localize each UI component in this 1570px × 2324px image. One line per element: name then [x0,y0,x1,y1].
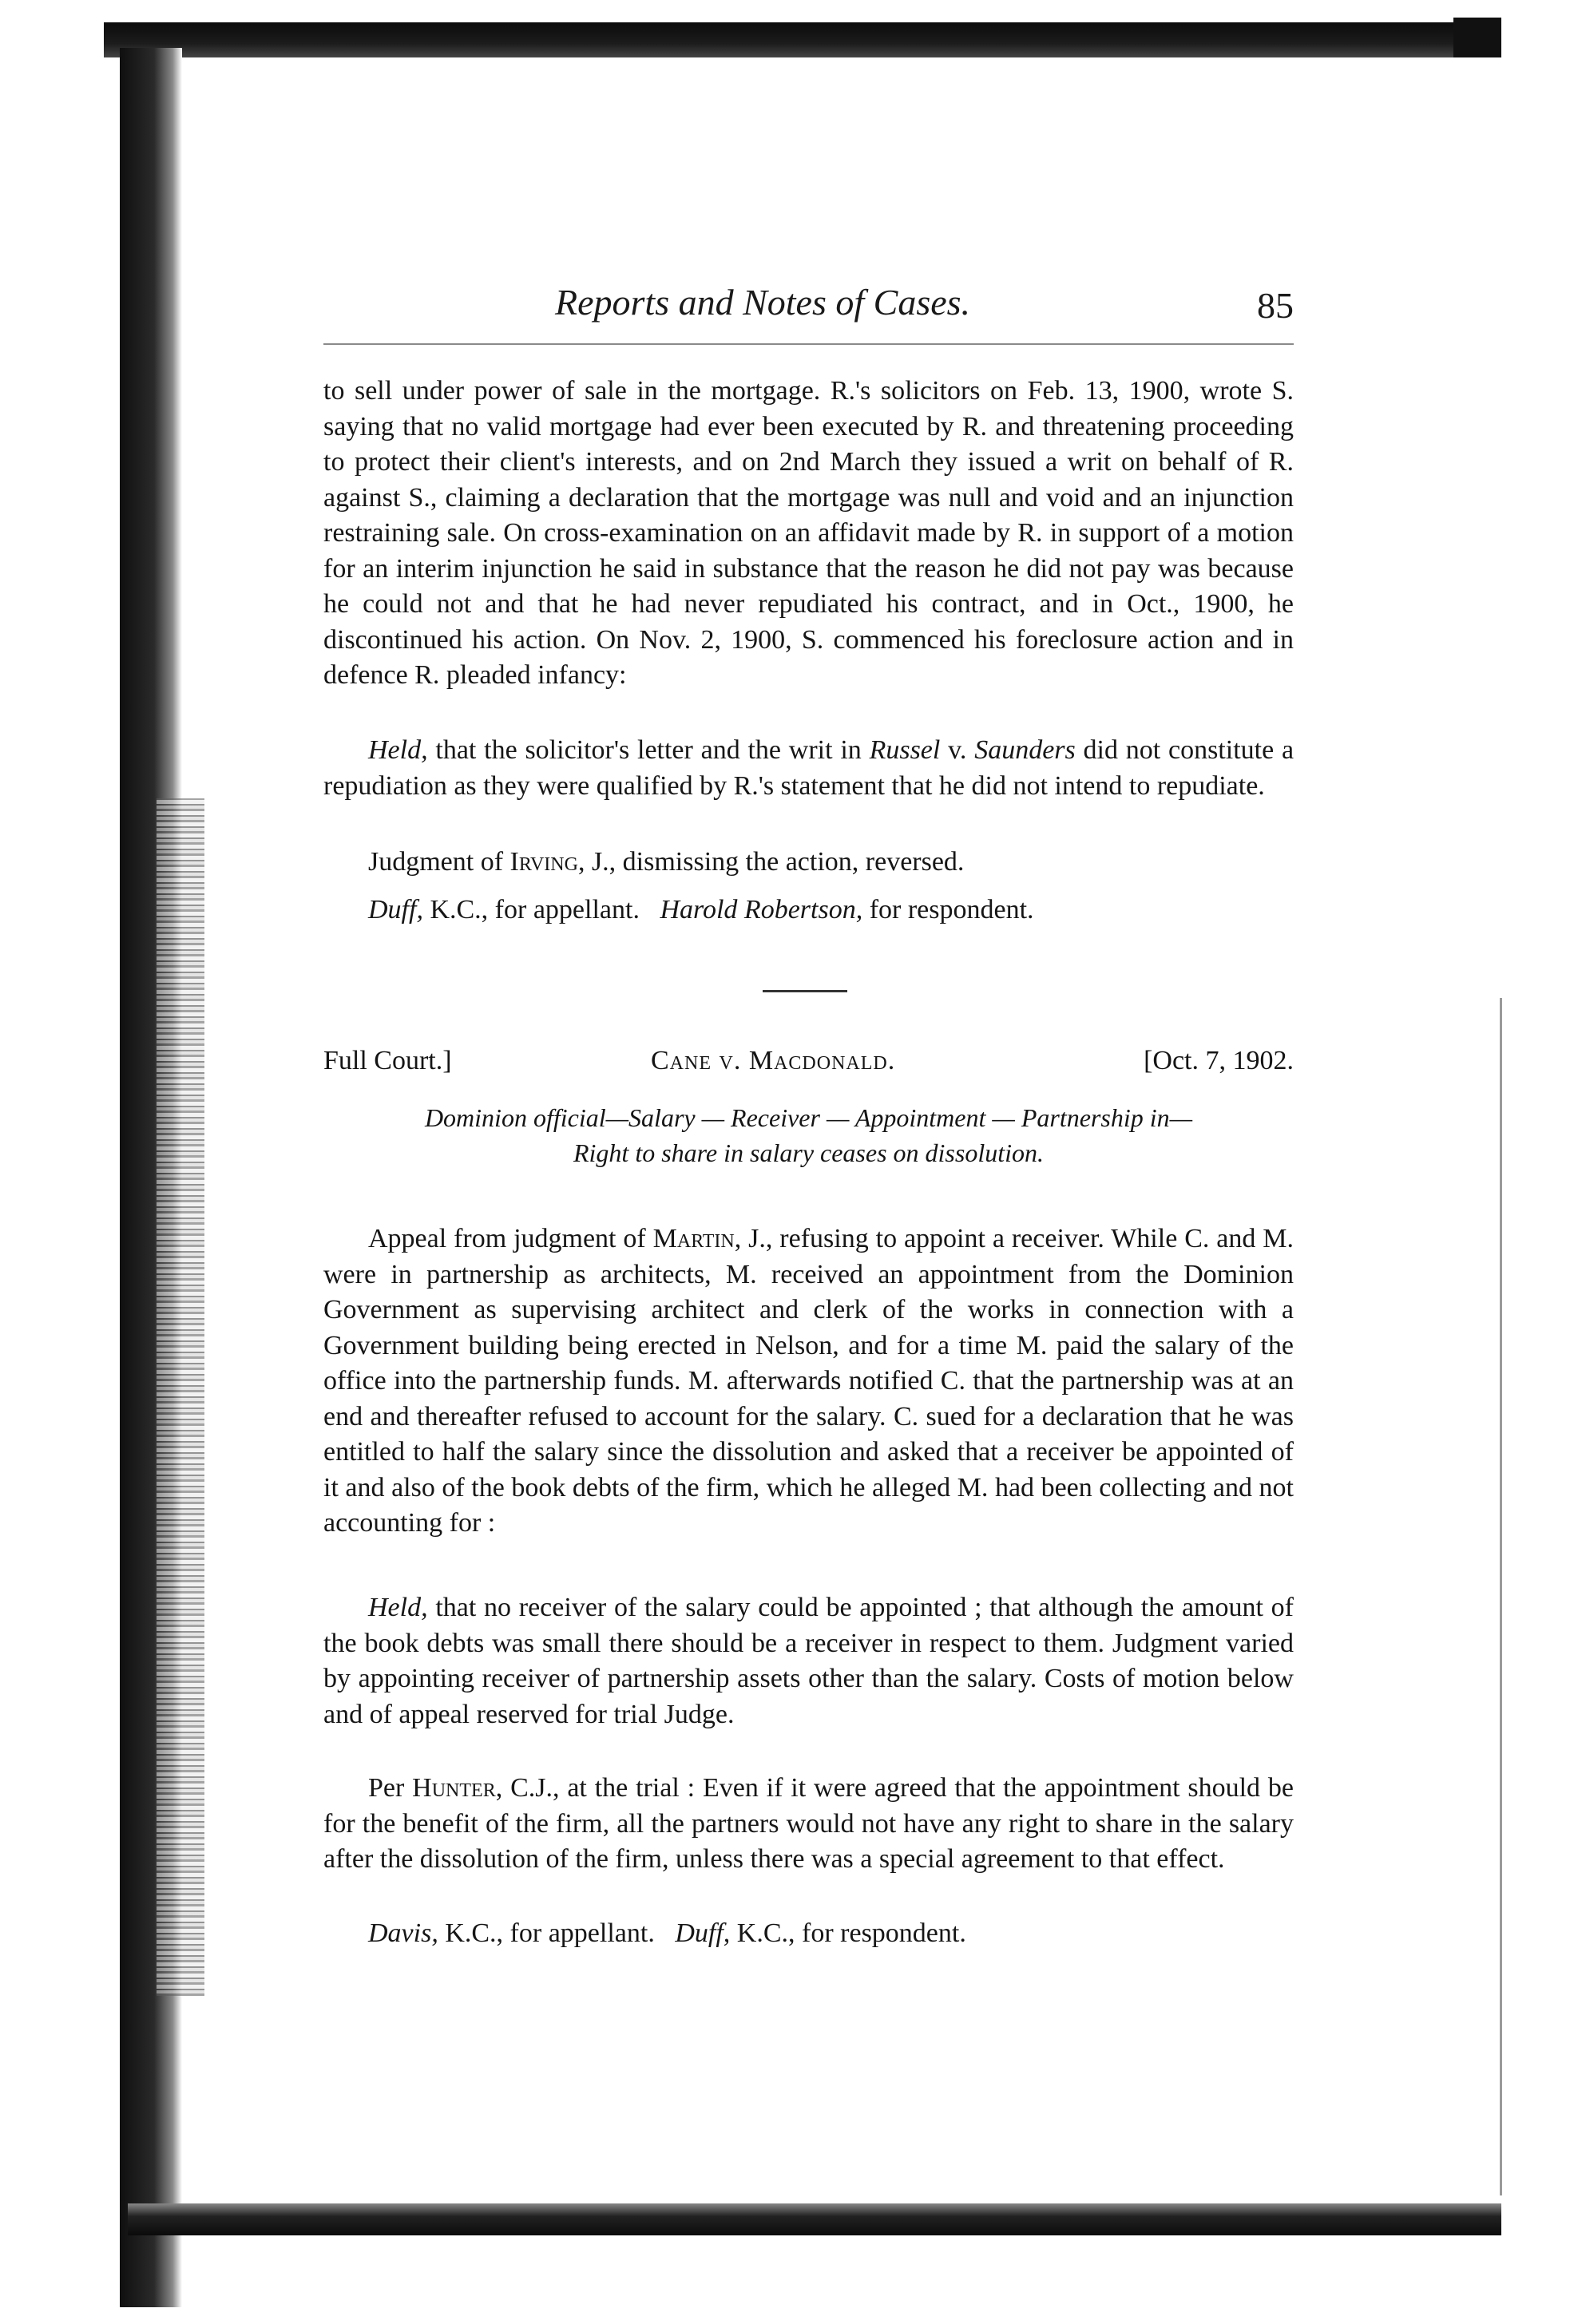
held-text: that no receiver of the salary could be appointed ; that although the amount of the book debts was small there should be a receiver in respect to them. Judgment varied by appointing receiver of partnership assets other than the salary. Costs of motion below and of appeal reserved for trial Judge. [323,1593,1294,1729]
counsel-appellant-role: K.C., for appellant. [430,895,640,924]
appeal-prefix: Appeal from judgment of [368,1224,646,1253]
cited-case-russel: Russel [869,735,941,765]
scan-border-bottom [128,2203,1501,2235]
case1-held-paragraph [323,733,1294,804]
counsel-respondent-role: for respondent. [869,895,1034,924]
held-label: Held, [368,1593,428,1622]
case-title: Cane v. Macdonald. [651,1046,896,1075]
headnote-line-1: Dominion official—Salary — Receiver — Appointment — Partnership in— [424,1103,1193,1132]
case2-held-paragraph [323,1590,1294,1732]
held-label: Held, [368,735,428,765]
case1-body-text: to sell under power of sale in the mortgage. R.'s solicitors on Feb. 13, 1900, wrote S. saying that no valid mortgage had ever been executed by R. and threatening proceeding to protect their client's interests, and on 2nd March they issued a writ on behalf of R. against S., claiming a declaration that the mortgage was null and void and an injunction restraining sale. On cross-examination on an affidavit made by R. in support of a motion for an interim injunction he said in substance that the reason he did not pay was because he could not and that he had never repudiated his contract, and in Oct., 1900, he discontinued his action. On Nov. 2, 1900, S. commenced his foreclosure action and in defence R. pleaded infancy: [323,376,1294,690]
headnote-line-2: Right to share in salary ceases on dissolution. [573,1138,1044,1167]
page-header [323,281,1294,345]
held-text-b: did not constitute a repudiation as they were qualified by R.'s statement that he did not intend to repudiate. [323,735,1294,801]
case1-counsel-line [323,893,1294,928]
case2-counsel-line [323,1916,1294,1952]
case1-body-paragraph [323,374,1294,694]
scan-border-top-right [1453,18,1501,57]
scan-border-right [1500,998,1502,2195]
section-separator [763,990,847,992]
running-title: Reports and Notes of Cases. [555,282,971,323]
counsel-appellant-role: K.C., for appellant. [445,1918,655,1948]
judgment-suffix: , J., dismissing the action, reversed. [577,847,965,877]
counsel-appellant-name: Duff, [368,895,423,924]
appeal-text: , J., refusing to appoint a receiver. While C. and M. were in partnership as architects, M. received an appointment from the Dominion Government as supervising architect and clerk of the works in connection with a Government building being erected in Nelson, and for a time M. paid the salary of the office into the partnership funds. M. afterwards notified C. that the partnership was at an end and thereafter refused to account for the salary. C. sued for a declaration that he was entitled to half the salary since the dissolution and asked that a receiver be appointed of it and also of the book debts of the firm, which he alleged M. had been collecting and not accounting for : [323,1224,1294,1538]
case2-headnote [323,1100,1294,1170]
page-number: 85 [1257,285,1294,326]
held-text-a: that the solicitor's letter and the writ in [435,735,862,765]
scan-border-top [104,22,1493,57]
appeal-judge: Martin [652,1224,735,1253]
per-prefix: Per [368,1773,405,1803]
header-rule [323,343,1294,345]
counsel-respondent-role: K.C., for respondent. [736,1918,966,1948]
counsel-respondent-name: Duff, [675,1918,731,1948]
counsel-respondent-name: Harold Robertson, [660,895,863,924]
case2-heading [323,1046,1294,1086]
case-date: [Oct. 7, 1902. [1144,1046,1294,1075]
judge-name: Irving [509,847,578,877]
case1-judgment-line [323,845,1294,881]
cited-case-saunders: Saunders [974,735,1076,765]
court-name: Full Court.] [323,1046,452,1075]
counsel-appellant-name: Davis, [368,1918,438,1948]
versus: v. [948,735,967,765]
case2-appeal-paragraph [323,1221,1294,1542]
scan-noise-left [157,798,204,1996]
case2-per-paragraph [323,1771,1294,1878]
judgment-prefix: Judgment of [368,847,504,877]
per-judge: Hunter [412,1773,496,1803]
per-text: , C.J., at the trial : Even if it were agreed that the appointment should be for the benefit of the firm, all the partners would not have any right to share in the salary after the dissolution of the firm, unless there was a special agreement to that effect. [323,1773,1294,1874]
